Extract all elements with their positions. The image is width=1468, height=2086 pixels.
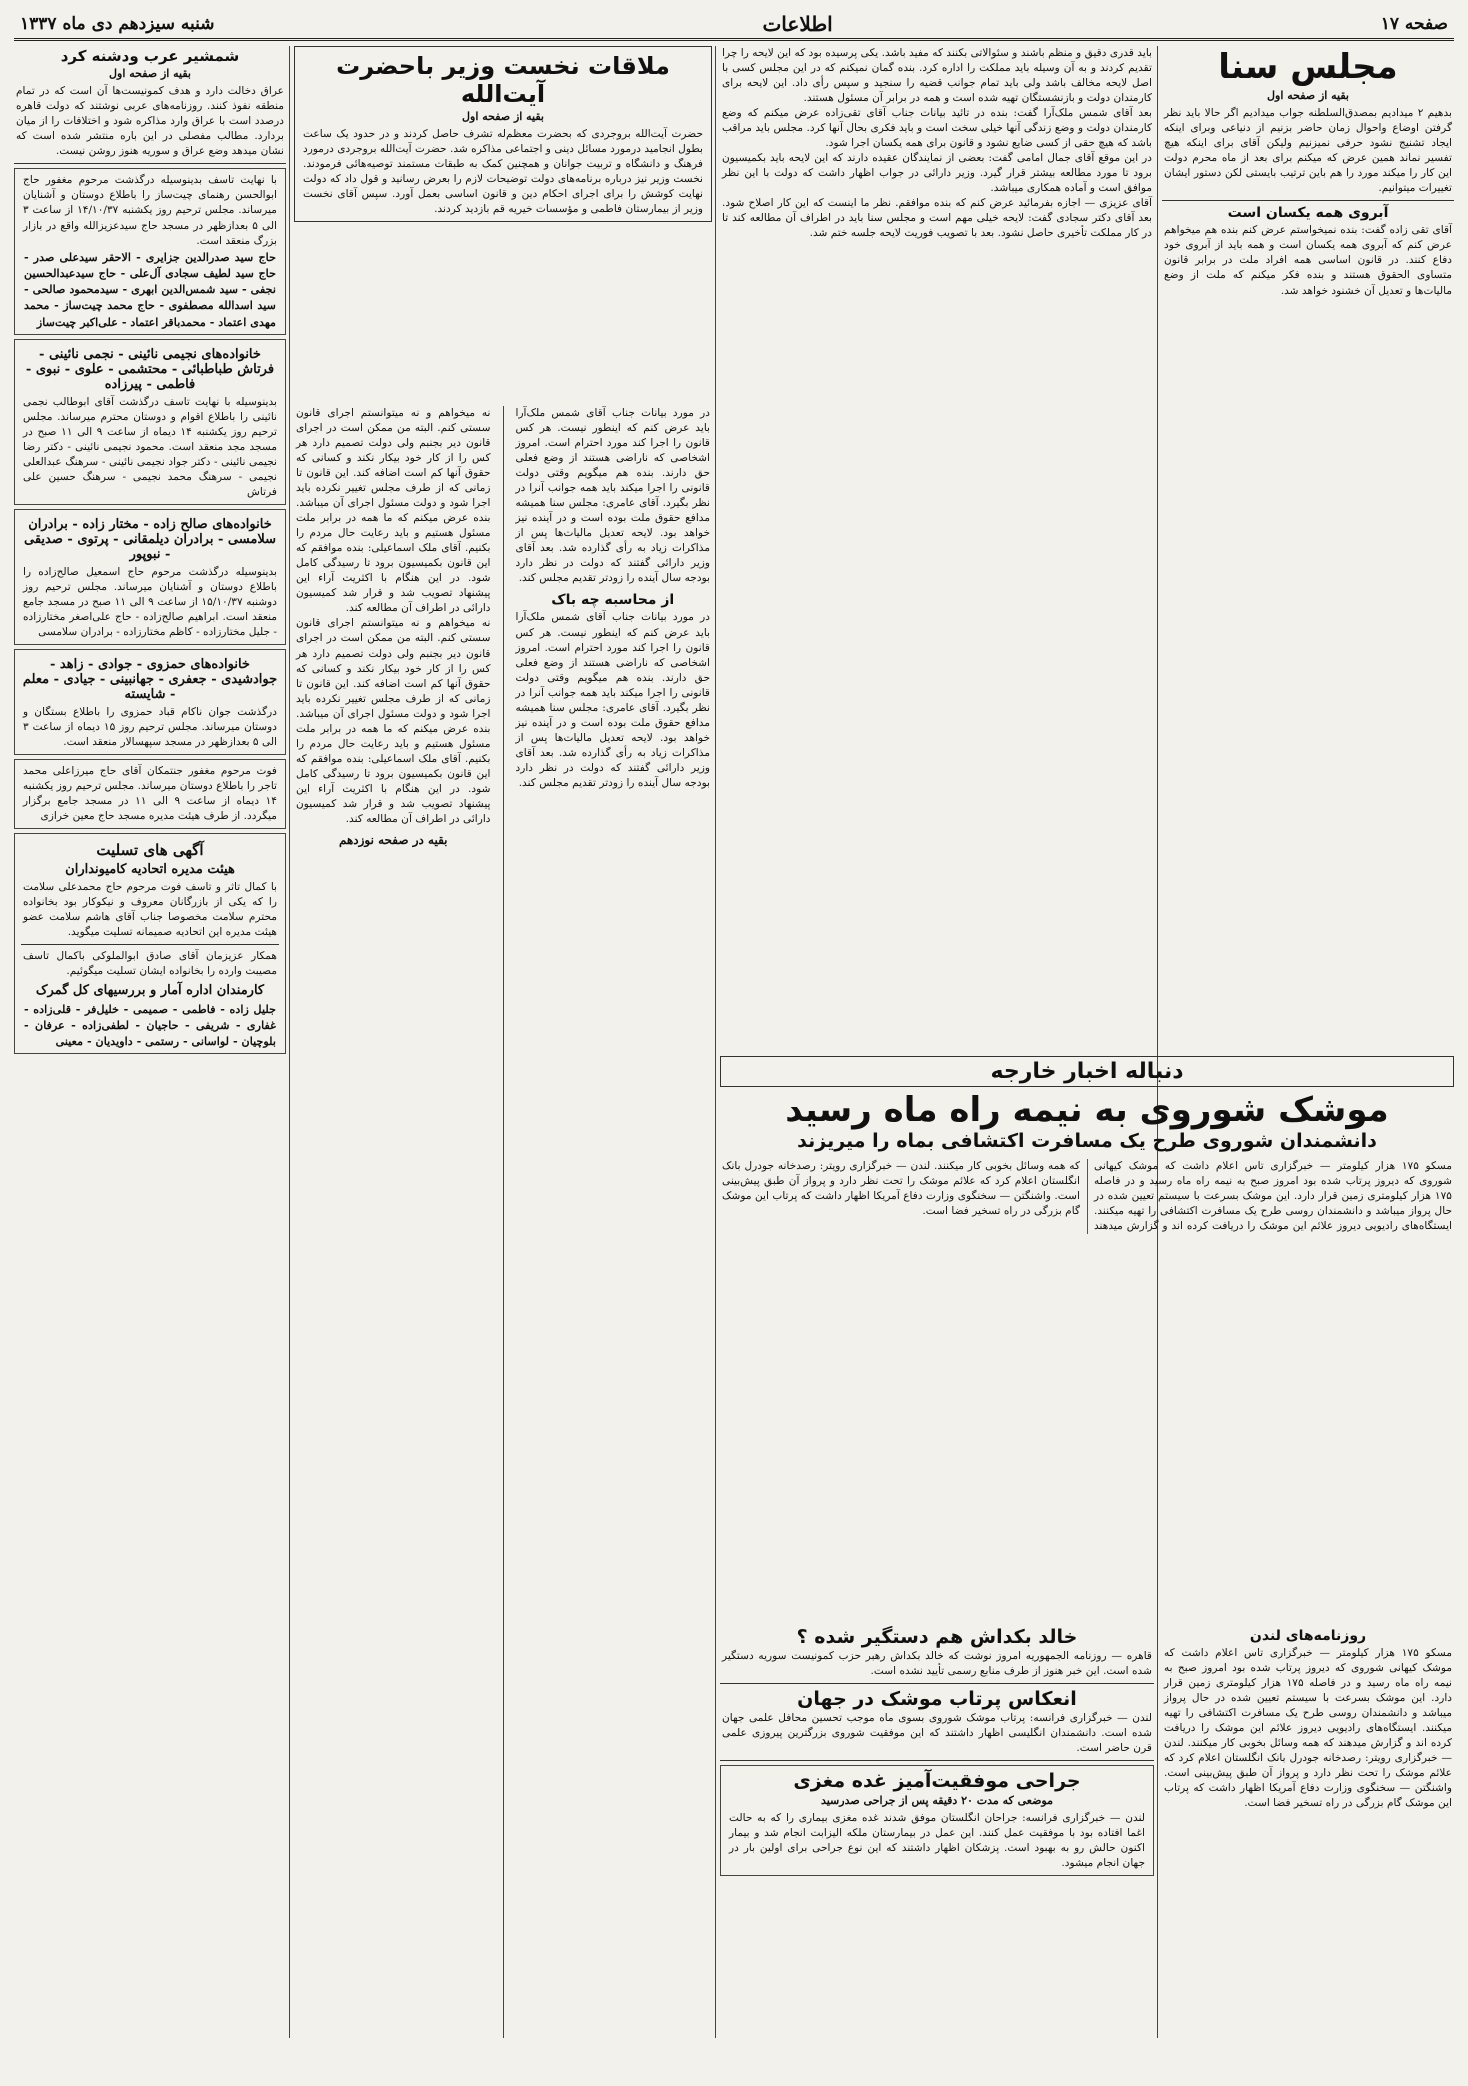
notice-1-body: با نهایت تاسف بدینوسیله درگذشت مرحوم مغفور حاج ابوالحسن رهنمای چیت‌ساز را باطلاع دوستان و آشنایان میرساند. مجلس ترحیم روز یکشنبه ۱۴/۱۰/۳۷ از ساعت ۳ الی ۵ بعدازظهر در مسجد حاج سیدعزیزالله واقع در بازار بزرگ منعقد است. — [23, 174, 277, 247]
condolence-org: هیئت مدیره اتحادیه کامیونداران — [65, 862, 235, 878]
missile-body: مسکو ۱۷۵ هزار کیلومتر — خبرگزاری تاس اعلام داشت که موشک کیهانی شوروی که دیروز پرتاب شده بود امروز صبح به نیمه راه ماه رسید و در فاصله ۱۷۵ هزار کیلومتری زمین قرار دارد. این موشک بسرعت با سیستم تعیین شده در حال پرواز میباشد و دانشمندان روسی طرح یک مسافرت اکتشافی را تهیه میکنند. ایستگاه‌های رادیویی دیروز علائم این موشک را دریافت کرده اند و گزارش میدهند که همه وسائل بخوبی کار میکنند. لندن — خبرگزاری رویتر: رصدخانه جودرل بانک انگلستان اعلام کرد که علائم موشک را تحت نظر دارد و پرواز آن طبق پیش‌بینی است. واشنگتن — سخنگوی وزارت دفاع آمریکا اظهار داشت که پرتاب این موشک گام بزرگی در راه تسخیر فضا است. — [722, 1159, 1452, 1233]
notice-1 — [14, 168, 286, 334]
customs-names: جلیل زاده - فاطمی - صمیمی - خلیل‌فر - قلی‌زاده - غفاری - شریفی - حاجیان - لطفی‌زاده - عرفان - بلوچیان - لواسانی - رستمی - داویدیان - معینی — [24, 1001, 276, 1048]
qanun-headline: از محاسبه چه باک — [551, 592, 675, 609]
foreign-news-banner: دنباله اخبار خارجه — [720, 1056, 1454, 1087]
debate-left-body: نه میخواهم و نه میتوانستم اجرای قانون سستی کنم. البته من ممکن است در اجرای قانون دیر بجنبم ولی دولت تصمیم دارد هر کس را از کار خود بیکار نکند و کسانی که حقوق آنها کم است اضافه کند. این قانون تا زمانی که از طرف مجلس تغییر نکرده باید اجرا شود و دولت مسئول اجرای آن میباشد. بنده عرض میکنم که ما همه در برابر ملت مسئول هستیم و باید رعایت حال مردم را بکنیم. آقای ملک اسماعیلی: بنده موافقم که این قانون بکمیسیون برود تا رسیدگی کامل شود. در این هنگام با اکثریت آراء این پیشنهاد تصویب شد و قرار شد کمیسیون دارائی در اطراف آن مطالعه کند. — [296, 407, 491, 615]
notice-3-body: بدینوسیله درگذشت مرحوم حاج اسمعیل صالح‌زاده را باطلاع دوستان و آشنایان میرساند. مجلس ترحیم روز دوشنبه ۱۵/۱۰/۳۷ از ساعت ۹ الی ۱۱ صبح در مسجد جامع منعقد است. ابراهیم صالح‌زاده - حاج علی‌اصغر مختارزاده - جلیل مختارزاده - کاظم مختارزاده - برادران سلامسی — [23, 565, 277, 639]
abrou-body: آقای تقی زاده گفت: بنده نمیخواستم عرض کنم بنده هم میخواهم عرض کنم که آبروی همه یکسان است و همه باید از آبروی خود دفاع کنند. در قانون اساسی همه افراد ملت در برابر قانون متساوی الحقوق هستند و بنده فکر میکنم که ملت از وضع مالیات‌ها و تعدیل آن خشنود خواهد شد. — [1164, 224, 1452, 297]
paper-name: اطلاعات — [762, 12, 833, 36]
surgery-headline: جراحی موفقیت‌آمیز غده مغزی — [793, 1769, 1081, 1792]
khaled-headline: خالد بکداش هم دستگیر شده ؟ — [796, 1626, 1078, 1648]
echo-body: لندن — خبرگزاری فرانسه: پرتاب موشک شوروی بسوی ماه موجب تحسین محافل علمی جهان شده است. دانشمندان انگلیسی اظهار داشتند که این موفقیت شوروی بزرگترین پیروزی علمی قرن حاضر است. — [722, 1711, 1152, 1754]
debate-body-4: آقای عزیزی — اجازه بفرمائید عرض کنم که بنده موافقم. نظر ما اینست که این کار اصلاح شود. بعد آقای دکتر سجادی گفت: لایحه خیلی مهم است و مجلس سنا باید در اطراف آن مطالعه کند تا در کار مملکت تأخیری حاصل نشود. بعد با تصویب فوریت لایحه جلسه ختم شد. — [722, 197, 1152, 240]
notice-4 — [14, 649, 286, 755]
london-press-headline: روزنامه‌های لندن — [1249, 1628, 1367, 1644]
notice-2-body: بدینوسیله با نهایت تاسف درگذشت آقای ابوطالب نجمی نائینی را باطلاع اقوام و دوستان محترم میرساند. مجلس ترحیم روز یکشنبه ۱۴ دیماه از ساعت ۹ الی ۱۱ صبح در مسجد مجد منعقد است. محمود نجیمی نائینی - دکتر رضا نجیمی نائینی - دکتر جواد نجیمی نائینی - سرهنگ عبدالعلی نجیمی - سرهنگ محمد نجیمی - سرهنگ حسین علی فرتاش — [23, 395, 277, 498]
meeting-continued: بقیه از صفحه اول — [462, 110, 544, 124]
notice-3 — [14, 509, 286, 645]
surgery-subheadline: موضعی که مدت ۲۰ دقیقه پس از جراحی صدرسید — [820, 1793, 1054, 1807]
echo-headline: انعکاس پرتاب موشک در جهان — [797, 1687, 1077, 1710]
notice-5-body: فوت مرحوم مغفور جنتمکان آقای حاج میرزاعلی محمد تاجر را باطلاع دوستان میرساند. مجلس ترحیم روز یکشنبه ۱۴ دیماه از ساعت ۹ الی ۱۱ در مسجد جامع برگزار میگردد. از طرف هیئت مدیره مسجد حاج معین خرازی — [23, 765, 277, 823]
notice-4-title: خانواده‌های حمزوی - جوادی - زاهد - جوادشیدی - جعفری - جهانبینی - جیادی - معلم - شایسته — [22, 657, 278, 703]
khaled-body: قاهره — روزنامه الجمهوریه امروز نوشت که خالد بکداش رهبر حزب کمونیست سوریه دستگیر شده است. این خبر هنوز از طرف منابع رسمی تأیید نشده است. — [722, 1649, 1152, 1677]
columns — [14, 46, 1454, 2038]
debate-body-1: باید قدری دقیق و منظم باشند و سئوالاتی بکنند که مفید باشد. یکی پرسیده بود که این لایحه را چرا تقدیم کردند و به آن وسیله باید مملکت را اداره کرد. بنده گمان نمیکنم که در این مجلس کسی با اصل لایحه مخالف باشد ولی باید تمام جوانب قضیه را سنجید و سپس رأی داد. این لایحه برای کارمندان دولت و بازنشستگان تهیه شده است و همه در برابر آن مسئول هستند. — [722, 47, 1152, 105]
issue-date: شنبه سیزدهم دی ماه ۱۳۳۷ — [20, 14, 215, 34]
debate-body-2: بعد آقای شمس ملک‌آرا گفت: بنده در تائید بیانات جناب آقای تقی‌زاده عرض میکنم که وضع کارمندان دولت و وضع زندگی آنها خیلی سخت است و باید فکری بحال آنها کرد. مجلس باید مراقب باشد که هیچ حقی از کسی ضایع نشود و قانون برای همه یکسان اجرا شود. — [722, 107, 1152, 150]
debate-body-3: در این موقع آقای جمال امامی گفت: بعضی از نمایندگان عقیده دارند که این لایحه باید بکمیسیون برود تا مورد مطالعه بیشتر قرار گیرد. وزیر دارائی در جواب اظهار داشت که دولت با این نظر موافق است و آماده همکاری میباشد. — [722, 152, 1152, 195]
condolence-body: با کمال تاثر و تاسف فوت مرحوم حاج محمدعلی سلامت را که یکی از بازرگانان معروف و نیکوکار بود بخانواده محترم سلامت مخصوصا جناب آقای هاشم سلامت عضو هیئت مدیره این اتحادیه صمیمانه تسلیت میگوید. — [23, 881, 277, 939]
abrou-headline: آبروی همه یکسان است — [1227, 205, 1389, 222]
notice-5 — [14, 759, 286, 829]
missile-story — [720, 1056, 1454, 1616]
page-number: صفحه ۱۷ — [1380, 14, 1448, 34]
column-meeting — [294, 46, 712, 2038]
condolence-box — [14, 833, 286, 1054]
notice-2-title: خانواده‌های نجیمی نائینی - نجمی نائینی - فرتاش طباطبائی - محتشمی - علوی - نبوی - فاطمی - پیرزاده — [25, 346, 275, 392]
senate-body: بدهیم ۲ میدادیم بمصدق‌السلطنه جواب میدادیم اگر حالا باید نظر گرفتن اوضاع واحوال زمان حاضر بزنیم از دنیاعی وبرای اینکه ایجاد تشنیج نشود حرفی نمیزنیم ولیکن آقای برای اینکه هیچ تفسیر نماند همین عرض که میکنم برای بعد از ماه محرم دولت این کار را میکند مورد را هم باین ترتیب بایستی لکن دستور ایشان تغییرات میتوانیم. — [1164, 107, 1452, 195]
senate-headline: مجلس سنا — [1218, 47, 1398, 87]
lower-stories — [720, 1626, 1154, 2086]
notice-4-body: درگذشت جوان ناکام قباد حمزوی را باطلاع بستگان و دوستان میرساند. مجلس ترحیم روز ۱۵ دیماه از ساعت ۳ الی ۵ بعدازظهر در مسجد سپهسالار منعقد است. — [23, 706, 277, 749]
debate-right-body-2: در مورد بیانات جناب آقای شمس ملک‌آرا باید عرض کنم که اینطور نیست. هر کس قانون را اجرا کند مورد احترام است. امروز اشخاصی که ناراضی هستند از وضع فعلی حق دارند. بنده هم میگویم وقتی دولت قانونی را اجرا میکند باید همه جوانب آنرا در نظر بگیرد. آقای عامری: مجلس سنا همیشه مدافع حقوق ملت بوده است و در آینده نیز خواهد بود. لایحه تعدیل مالیات‌ها پس از مذاکرات زیاد به رأی گذارده شد. بعد آقای وزیر دارائی گفتند که دولت در نظر دارد بودجه سال آینده را زودتر تقدیم مجلس کند. — [515, 611, 710, 789]
masthead — [14, 10, 1454, 41]
sword-headline: شمشیر عرب ودشنه کرد — [60, 47, 240, 65]
sword-continued: بقیه از صفحه اول — [109, 67, 191, 81]
column-notices — [14, 46, 286, 2038]
colleague-notice: همکار عزیزمان آقای صادق ابوالملوکی باکمال تاسف مصیبت وارده را بخانواده ایشان تسلیت میگوئیم. — [23, 950, 277, 978]
debate-right-body: در مورد بیانات جناب آقای شمس ملک‌آرا باید عرض کنم که اینطور نیست. هر کس قانون را اجرا کند مورد احترام است. امروز اشخاصی که ناراضی هستند از وضع فعلی حق دارند. بنده هم میگویم وقتی دولت قانونی را اجرا میکند باید همه جوانب آنرا در نظر بگیرد. آقای عامری: مجلس سنا همیشه مدافع حقوق ملت بوده است و در آینده نیز خواهد بود. لایحه تعدیل مالیات‌ها پس از مذاکرات زیاد به رأی گذارده شد. بعد آقای وزیر دارائی گفتند که دولت در نظر دارد بودجه سال آینده را زودتر تقدیم مجلس کند. — [515, 407, 710, 585]
notice-3-title: خانواده‌های صالح زاده - مختار زاده - برادران سلامسی - برادران دیلمقانی - پرتوی - صدیقی - نبوپور — [24, 516, 276, 562]
notice-1-names: حاج سید صدرالدین جزایری - الاحقر سیدعلی صدر - حاج سید لطیف سجادی آل‌علی - حاج سیدعبدالحسین نجفی - سید شمس‌الدین ابهری - سیدمحمود صالحی - سید اسدالله مصطفوی - حاج محمد چیت‌ساز - محمد مهدی اعتماد - محمدباقر اعتماد - علی‌اکبر چیت‌ساز — [24, 249, 276, 329]
london-press — [1162, 1626, 1454, 2086]
debate-left-body-2: نه میخواهم و نه میتوانستم اجرای قانون سستی کنم. البته من ممکن است در اجرای قانون دیر بجنبم ولی دولت تصمیم دارد هر کس را از کار خود بیکار نکند و کسانی که حقوق آنها کم است اضافه کند. این قانون تا زمانی که از طرف مجلس تغییر نکرده باید اجرا شود و دولت مسئول اجرای آن میباشد. بنده عرض میکنم که ما همه در برابر ملت مسئول هستیم و باید رعایت حال مردم را بکنیم. آقای ملک اسماعیلی: بنده موافقم که این قانون بکمیسیون برود تا رسیدگی کامل شود. در این هنگام با اکثریت آراء این پیشنهاد تصویب شد و قرار شد کمیسیون دارائی در اطراف آن مطالعه کند. — [296, 617, 491, 825]
meeting-headline: ملاقات نخست وزیر باحضرت آیت‌الله — [336, 52, 670, 108]
customs-staff: کارمندان اداره آمار و بررسیهای کل گمرک — [35, 982, 265, 998]
meeting-body: حضرت آیت‌الله بروجردی که بحضرت معظم‌له تشرف حاصل کردند و در حدود یک ساعت بطول انجامید درمورد مسائل دینی و اجتماعی مذاکره شد. حضرت آیت‌الله بروجردی درمورد فرهنگ و دانشگاه و تربیت جوانان و همچنین کمک به طبقات مستمند توصیه‌هائی فرمودند. نخست وزیر نیز درباره برنامه‌های دولت توضیحات لازم را بعرض رسانید و قول داد که دولت نهایت کوشش را برای اجرای احکام دین و قانون اساسی بعمل آورد. سپس آقای نخست وزیر از بیمارستان فاطمی و مؤسسات خیریه قم بازدید کردند. — [303, 128, 703, 216]
condolence-title: آگهی های تسلیت — [96, 841, 204, 860]
sword-body: عراق دخالت دارد و هدف کمونیست‌ها آن است که در تمام منطقه نفوذ کنند. روزنامه‌های عربی نوشتند که دولت قاهره درصدد است با عراق وارد مذاکره شود و اختلافات را از میان بردارد. مطالب مفصلی در این باره منتشر شده است که نشان میدهد وضع عراق و سوریه هنوز روشن نیست. — [16, 85, 284, 158]
senate-continued: بقیه از صفحه اول — [1267, 89, 1349, 103]
missile-subheadline: دانشمندان شوروی طرح یک مسافرت اکتشافی بماه را میریزند — [797, 1130, 1377, 1153]
london-press-body: مسکو ۱۷۵ هزار کیلومتر — خبرگزاری تاس اعلام داشت که موشک کیهانی شوروی که دیروز پرتاب شده بود امروز صبح به نیمه راه ماه رسید و در فاصله ۱۷۵ هزار کیلومتری زمین قرار دارد. این موشک بسرعت با سیستم تعیین شده در حال پرواز میباشد و دانشمندان روسی طرح یک مسافرت اکتشافی را تهیه میکنند. ایستگاه‌های رادیویی دیروز علائم این موشک را دریافت کرده اند و گزارش میدهند که همه وسائل بخوبی کار میکنند. لندن — خبرگزاری رویتر: رصدخانه جودرل بانک انگلستان اعلام کرد که علائم موشک را تحت نظر دارد و پرواز آن طبق پیش‌بینی است. واشنگتن — سخنگوی وزارت دفاع آمریکا اظهار داشت که پرتاب این موشک گام بزرگی در راه تسخیر فضا است. — [1164, 1647, 1452, 1810]
continued-note: بقیه در صفحه نوزدهم — [338, 832, 448, 847]
missile-headline: موشک شوروی به نیمه راه ماه رسید — [785, 1090, 1389, 1130]
surgery-box — [720, 1765, 1154, 1876]
notice-2 — [14, 339, 286, 505]
surgery-body: لندن — خبرگزاری فرانسه: جراحان انگلستان موفق شدند غده مغزی بیماری را که به حالت اغما افتاده بود با موفقیت عمل کنند. این عمل در بیمارستان ملکه الیزابت انجام شد و بیمار اکنون حالش رو به بهبود است. پزشکان اظهار داشتند که این نوع جراحی برای اولین بار در جهان انجام میشود. — [729, 1811, 1145, 1869]
